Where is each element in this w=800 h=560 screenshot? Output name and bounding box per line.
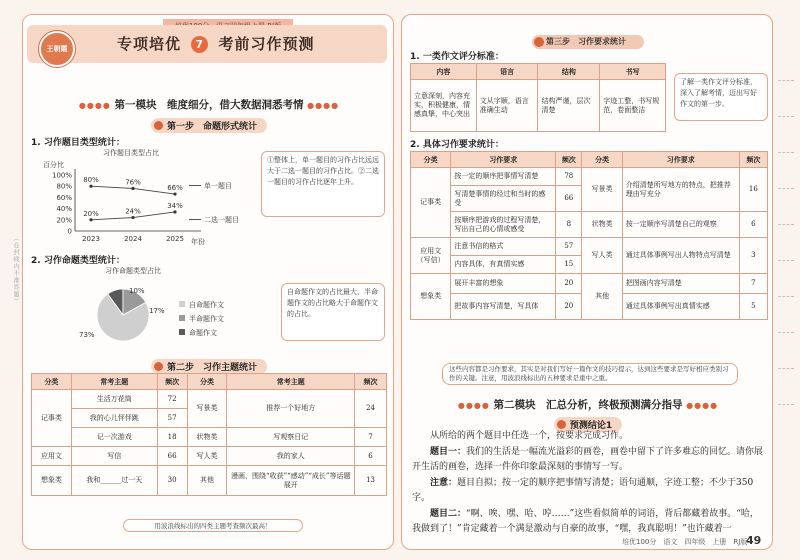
cell-requirement: 按一定顺序写清楚自己的观察 [622, 212, 739, 238]
prompt-note [412, 476, 764, 506]
cell-topic: 写观察日记 [227, 428, 355, 447]
prompt-note-label: 注意： [430, 478, 458, 488]
decor-dots-right: ●●●● [686, 401, 719, 410]
data-label: 66% [167, 184, 183, 193]
std-row [411, 80, 666, 132]
theme-table-footnote: 用波浪线标出的四类主题考查频次最高！ [123, 519, 303, 532]
module2-title [402, 397, 773, 412]
th-topic-b: 常考主题 [227, 374, 355, 390]
module1-text: 第一模块 维度细分，借大数据洞悉考情 [114, 99, 304, 111]
q1-label: 1. 习作题目类型统计： [31, 138, 125, 148]
banner-number-badge: 7 [191, 36, 208, 53]
cell-freq: 13 [355, 466, 387, 496]
decor-dots-left: ●●●● [457, 401, 490, 410]
legend-label: 命题作文 [189, 329, 217, 337]
chart1-xlabel: 年份 [191, 238, 205, 246]
cell-topic: 推荐一个好地方 [227, 390, 355, 428]
cell-freq: 8 [556, 212, 582, 238]
x-tick-label: 2023 [82, 235, 100, 243]
cell-requirement: 把图画内容写清楚 [622, 274, 739, 294]
data-label: 24% [125, 207, 141, 216]
prompt-one [412, 445, 764, 475]
cell-requirement: 按顺序把游戏的过程写清楚，写出自己的心情或感受 [451, 212, 556, 238]
cell-category: 想象类 [32, 466, 72, 496]
prompt-one-label: 题目一： [430, 447, 467, 457]
step3-tab [532, 35, 644, 49]
requirement-stats-table [410, 151, 768, 320]
th-category-b: 分类 [582, 152, 622, 168]
y-tick-label: 40% [56, 205, 72, 214]
banner-title [117, 33, 315, 54]
std-cell: 结构严谨，层次清楚 [538, 80, 600, 132]
cell-freq: 57 [157, 409, 187, 428]
cell-category: 其他 [187, 466, 227, 496]
conclusion-text: 预测结论1 [554, 417, 622, 432]
cell-category: 应用文 [32, 447, 72, 466]
legend-label: 自命题作文 [189, 301, 224, 309]
cell-category: 写人类 [582, 238, 622, 274]
right-q1-label: 1. 一类作文评分标准： [410, 52, 504, 62]
page-footer: 培优100分 语文 四年级 上册 RJ版 [622, 538, 748, 546]
chart1-legend [189, 181, 239, 224]
legend-label: 单一题目 [204, 182, 232, 191]
cell-freq: 24 [355, 390, 387, 428]
pie-label: 17% [149, 307, 165, 315]
th-category-a: 分类 [32, 374, 72, 390]
q2-label: 2. 习作命题类型统计： [31, 256, 125, 266]
std-cell: 文从字顺，语言准确生动 [476, 80, 538, 132]
prompt-note-text: 题目自拟；按一定的顺序把事情写清楚；语句通顺，字迹工整；不少于350字。 [412, 478, 754, 503]
banner-prefix: 专项培优 [117, 35, 182, 53]
cell-topic: 记一次游戏 [71, 428, 157, 447]
right-page [401, 14, 773, 550]
cell-requirement: 内容具体，有真情实感 [451, 256, 556, 274]
y-tick-label: 0 [67, 227, 72, 236]
prompt-two-text: “啊、唉、嘿、哈、哼……”这些看似简单的词语，背后都藏着故事。“哈，我做到了！”肯定藏着一个满是激动与自豪的故事，“嘿，我真聪明！”也许藏着一 [412, 509, 759, 534]
y-tick-label: 100% [51, 171, 72, 180]
th-language: 语言 [476, 64, 538, 80]
cell-freq: 7 [355, 428, 387, 447]
step2-text: 第二步 习作主题统计 [151, 359, 267, 374]
th-category-b: 分类 [187, 374, 227, 390]
th-writing: 书写 [600, 64, 666, 80]
cell-requirement: 把故事内容写清楚，写具体 [451, 294, 556, 320]
legend-label: 二选一题目 [204, 215, 239, 224]
y-tick-label: 20% [56, 216, 72, 225]
data-point [173, 192, 176, 195]
cell-requirement: 通过具体事例写出人物特点写清楚 [622, 238, 739, 274]
cell-category: 记事类 [32, 390, 72, 447]
th-req-a: 习作要求 [451, 152, 556, 168]
module2-text: 第二模块 汇总分析，终极预测满分指导 [493, 399, 683, 411]
chart1-analysis-note: ①整体上，单一题目的习作占比远远大于二选一题目的习作占比。②二选一题目的习作占比逐年上升。 [261, 151, 385, 217]
step2-title [23, 355, 394, 374]
cell-category: 状物类 [187, 428, 227, 447]
scoring-note: 了解一类作文评分标准，深入了解考情，迈出写好作文的第一步。 [674, 73, 768, 121]
cell-category: 其他 [582, 274, 622, 320]
legend-swatch [179, 301, 185, 307]
cell-freq: 78 [556, 168, 582, 186]
cell-freq: 6 [355, 447, 387, 466]
pie-label: 10% [129, 287, 145, 295]
std-header-row [411, 64, 666, 80]
cell-freq: 66 [157, 447, 187, 466]
th-content: 内容 [411, 64, 477, 80]
th-freq-b: 频次 [355, 374, 387, 390]
cell-freq: 3 [739, 238, 767, 274]
y-tick-label: 60% [56, 193, 72, 202]
cell-freq: 30 [157, 466, 187, 496]
binding-margin-note: （在封线内不准答题） [12, 235, 19, 305]
y-tick-label: 80% [56, 182, 72, 191]
data-label: 80% [83, 176, 99, 185]
cell-freq: 20 [556, 294, 582, 320]
theme-table-header [32, 374, 387, 390]
th-req-b: 习作要求 [622, 152, 739, 168]
scoring-standard-table [410, 63, 666, 132]
cell-requirement: 注意书信的格式 [451, 238, 556, 256]
cell-topic: 写信 [71, 447, 157, 466]
step1-title [23, 114, 394, 133]
right-edge-ticks [778, 80, 794, 480]
cell-topic: 我的家人 [227, 447, 355, 466]
cell-category: 应用文（写信） [411, 238, 451, 274]
th-topic-a: 常考主题 [71, 374, 157, 390]
th-category-a: 分类 [411, 152, 451, 168]
legend-label: 半命题作文 [189, 315, 224, 323]
right-q2-label: 2. 具体习作要求统计： [410, 140, 504, 150]
step3-tab-text: 第三步 习作要求统计 [546, 37, 626, 46]
data-point [89, 185, 92, 188]
chart1-series [83, 176, 183, 221]
data-point [89, 218, 92, 221]
std-cell: 字迹工整，书写规范，卷面整洁 [600, 80, 666, 132]
title-type-line-chart [31, 147, 251, 251]
cell-freq: 18 [157, 428, 187, 447]
requirement-footnote: 这些内容都是习作要求，其实是对我们写好一篇作文的技巧提示，达到这些要求是写好相应类别习作的关键。注意，用波浪线标出的五种要求是重中之重。 [442, 363, 738, 385]
step1-text: 第一步 命题形式统计 [151, 118, 267, 133]
table-row [411, 238, 768, 256]
data-label: 34% [167, 201, 183, 210]
table-row [411, 212, 768, 238]
cell-topic: 漫画，围绕“收获”“感动”“成长”等话题展开 [227, 466, 355, 496]
th-freq-a: 频次 [157, 374, 187, 390]
data-label: 76% [125, 178, 141, 187]
cell-requirement: 展开丰富的想象 [451, 274, 556, 294]
x-tick-label: 2024 [124, 235, 142, 243]
data-point [131, 187, 134, 190]
chart2-slices [97, 289, 149, 341]
cell-freq: 16 [739, 168, 767, 212]
proposition-type-pie-chart [53, 265, 273, 355]
cell-category: 状物类 [582, 212, 622, 238]
cell-freq: 72 [157, 390, 187, 409]
cell-requirement: 介绍清楚所写地方的特点，把推荐理由写充分 [622, 168, 739, 212]
cell-category: 写景类 [187, 390, 227, 428]
cell-requirement: 按一定的顺序把事情写清楚 [451, 168, 556, 186]
table-row [32, 428, 387, 447]
prompt-two [412, 507, 764, 537]
chart2-legend [179, 300, 224, 337]
legend-swatch [179, 329, 185, 335]
th-freq-b: 频次 [739, 152, 767, 168]
chart1-y-ticks [52, 172, 72, 236]
decor-dots-left: ●●●● [78, 101, 111, 110]
chart1-x-ticks [82, 235, 184, 243]
brand-logo: 王朝霞 [39, 31, 75, 67]
left-page [22, 14, 394, 550]
cell-category: 写景类 [582, 168, 622, 212]
cell-freq: 7 [739, 274, 767, 294]
cell-topic: 生活万花筒 [71, 390, 157, 409]
th-structure: 结构 [538, 64, 600, 80]
pie-label: 73% [79, 331, 95, 339]
page-number: 49 [746, 534, 762, 547]
prompt-two-label: 题目二： [430, 509, 467, 519]
prompt-one-text: 我们的生活是一幅流光溢彩的画卷，画卷中留下了许多难忘的回忆。请你展开生活的画卷，选择一件你印象最深刻的事情写一写。 [412, 447, 764, 472]
banner-main-title: 考前习作预测 [218, 35, 315, 53]
cell-requirement: 通过具体事例写出真情实感 [622, 294, 739, 320]
cell-topic: 我和______过一天 [71, 466, 157, 496]
table-row [411, 274, 768, 294]
theme-stats-table [31, 373, 387, 496]
data-label: 20% [83, 209, 99, 218]
chart2-analysis-note: 自命题作文的占比最大，半命题作文的占比略大于命题作文的占比。 [281, 283, 385, 341]
cell-requirement: 写清楚事情的经过和当时的感受 [451, 186, 556, 212]
decor-dots-right: ●●●● [307, 101, 340, 110]
th-freq-a: 频次 [556, 152, 582, 168]
cell-freq: 15 [556, 256, 582, 274]
task-instruction: 从所给的两个题目中任选一个，按要求完成习作。 [430, 431, 629, 441]
cell-freq: 66 [556, 186, 582, 212]
chart2-title: 习作命题类型占比 [105, 267, 161, 275]
x-tick-label: 2025 [166, 235, 184, 243]
cell-freq: 6 [739, 212, 767, 238]
step-dot-icon [534, 37, 544, 47]
table-row [32, 447, 387, 466]
data-point [131, 216, 134, 219]
req-header-row [411, 152, 768, 168]
cell-freq: 57 [556, 238, 582, 256]
cell-freq: 20 [556, 274, 582, 294]
cell-freq: 5 [739, 294, 767, 320]
table-row [32, 390, 387, 409]
cell-category: 写人类 [187, 447, 227, 466]
section-banner [27, 25, 387, 63]
chart1-ylabel: 百分比 [43, 161, 64, 169]
cell-category: 记事类 [411, 168, 451, 238]
data-point [173, 210, 176, 213]
std-cell: 立意深刻，内容充实，积极健康，情感真挚，中心突出 [411, 80, 477, 132]
table-row [32, 466, 387, 496]
cell-category: 想象类 [411, 274, 451, 320]
module1-title [23, 97, 394, 112]
chart1-title: 习作题目类型占比 [103, 149, 159, 157]
legend-swatch [179, 315, 185, 321]
cell-topic: 我的心儿怦怦跳 [71, 409, 157, 428]
table-row [411, 168, 768, 186]
